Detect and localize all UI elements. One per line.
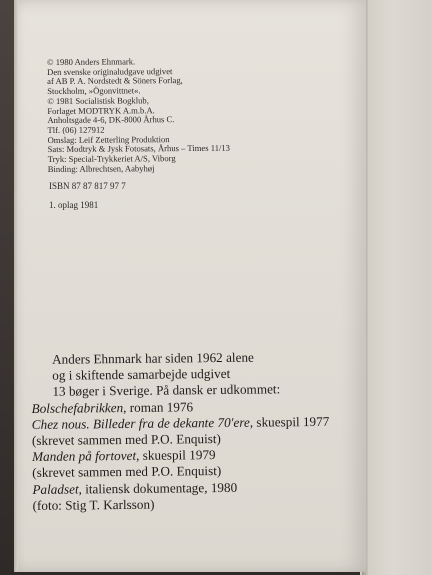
- work-title: Manden på fortovet: [32, 448, 137, 465]
- bio-line: og i skiftende samarbejde udgivet: [52, 366, 231, 383]
- colophon-block: [47, 57, 230, 175]
- bio-line: Anders Ehnmark har siden 1962 alene: [51, 349, 254, 367]
- colophon-line: Tlf. (06) 127912: [47, 124, 105, 135]
- work-details: , skuespil 1979: [136, 447, 216, 464]
- edition-note: 1. oplag 1981: [49, 200, 99, 210]
- colophon-line: Anholtsgade 4-6, DK-8000 Århus C.: [47, 114, 175, 126]
- bio-work-line: [30, 495, 331, 514]
- work-details: , italiensk dokumentage, 1980: [78, 479, 238, 497]
- colophon-line: Forlaget MODTRYK A.m.b.A.: [47, 104, 155, 116]
- colophon-line: Stockholm, »Ögonvittnet«.: [47, 85, 141, 97]
- colophon-line: Sats: Modtryk & Jysk Fotosats, Århus – Times 11/13: [47, 143, 230, 155]
- colophon-line: Tryk: Special-Trykkeriet A/S, Viborg: [47, 153, 176, 165]
- bio-line: 13 bøger i Sverige. På dansk er udkommet:: [52, 381, 281, 400]
- isbn-number: ISBN 87 87 817 97 7: [49, 181, 126, 191]
- work-details: , roman 1976: [123, 398, 194, 415]
- work-title: Bolschefabrikken: [31, 399, 124, 416]
- bio-work-line: [29, 414, 330, 433]
- work-details: (skrevet sammen med P.O. Enquist): [32, 463, 222, 481]
- colophon-line: af AB P. A. Nordstedt & Söners Forlag,: [47, 75, 183, 87]
- right-page: [360, 0, 431, 575]
- colophon-line: Den svenske originaludgave udgivet: [47, 65, 173, 77]
- colophon-line: © 1980 Anders Ehnmark.: [46, 56, 136, 67]
- colophon-line: Omslag: Leif Zetterling Produktion: [47, 133, 170, 145]
- author-bio: [28, 349, 330, 514]
- work-title: Paladset: [32, 481, 79, 497]
- colophon-line: Binding: Albrechtsen, Aabyhøj: [47, 162, 155, 174]
- work-details: (foto: Stig T. Karlsson): [32, 496, 155, 513]
- page-edge: [14, 0, 18, 572]
- colophon-line: © 1981 Socialistisk Bogklub,: [47, 95, 149, 106]
- work-title: Chez nous. Billeder fra de dekante 70'ere: [31, 414, 250, 432]
- work-details: , skuespil 1977: [249, 413, 330, 430]
- work-details: (skrevet sammen med P.O. Enquist): [31, 431, 221, 448]
